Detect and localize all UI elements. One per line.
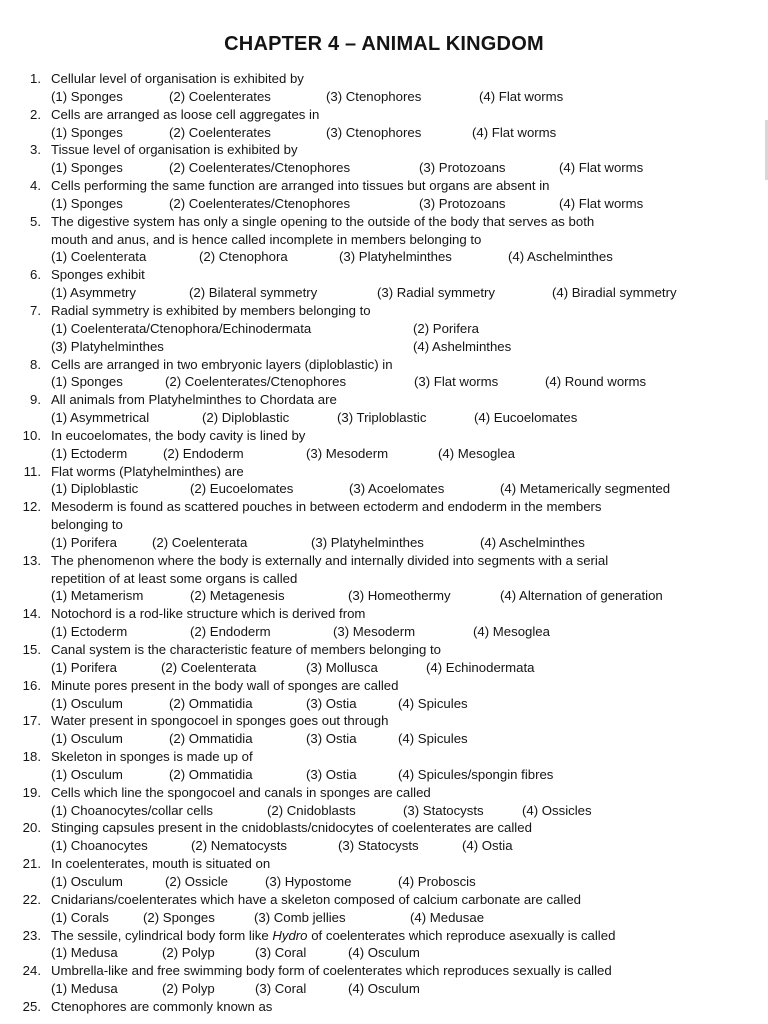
- question-list: [0, 70, 768, 1016]
- question-number: 3.: [30, 142, 41, 158]
- option-osculum: (4) Osculum: [348, 981, 420, 997]
- question-item: [0, 213, 768, 267]
- option-sponges: (2) Sponges: [143, 909, 215, 925]
- question-text: All animals from Platyhelminthes to Chordata are: [51, 392, 337, 408]
- option-porifera: (2) Porifera: [413, 320, 479, 336]
- question-item: [0, 70, 768, 106]
- option-ectoderm: (1) Ectoderm: [51, 624, 128, 640]
- options-row: [0, 730, 768, 748]
- option-coelenterates-ctenophores: (2) Coelenterates/Ctenophores: [165, 374, 347, 390]
- option-eucoelomates: (2) Eucoelomates: [190, 481, 294, 497]
- option-endoderm: (2) Endoderm: [190, 624, 271, 640]
- question-text: Skeleton in sponges is made up of: [51, 749, 253, 765]
- question-item: [0, 605, 768, 641]
- option-coelenterata: (2) Coelenterata: [152, 534, 248, 550]
- options-row: [0, 695, 768, 713]
- option-osculum: (1) Osculum: [51, 873, 123, 889]
- question-number: 2.: [30, 106, 41, 122]
- question-number: 12.: [22, 499, 41, 515]
- options-row: [0, 480, 768, 498]
- option-platyhelminthes: (3) Platyhelminthes: [51, 338, 164, 354]
- option-coelenterates: (2) Coelenterates: [169, 88, 271, 104]
- option-spicules-spongin-fibres: (4) Spicules/spongin fibres: [398, 766, 554, 782]
- question-text: In coelenterates, mouth is situated on: [51, 856, 271, 872]
- question-number: 10.: [22, 427, 41, 443]
- question-text: Water present in spongocoel in sponges goes out through: [51, 713, 389, 729]
- question-text: Tissue level of organisation is exhibited by: [51, 142, 298, 158]
- option-flat-worms: (4) Flat worms: [479, 88, 564, 104]
- option-choanocytes: (1) Choanocytes: [51, 838, 148, 854]
- option-porifera: (1) Porifera: [51, 659, 117, 675]
- question-text: The phenomenon where the body is externally and internally divided into segments with a serial: [51, 552, 609, 568]
- option-ostia: (3) Ostia: [306, 695, 357, 711]
- question-text: Stinging capsules present in the cnidoblasts/cnidocytes of coelenterates are called: [51, 820, 532, 836]
- option-mesoderm: (3) Mesoderm: [333, 624, 416, 640]
- question-number: 6.: [30, 267, 41, 283]
- option-ectoderm: (1) Ectoderm: [51, 445, 128, 461]
- options-row: [0, 587, 768, 605]
- options-row: [0, 873, 768, 891]
- option-spicules: (4) Spicules: [398, 731, 468, 747]
- options-row: [0, 802, 768, 820]
- question-number: 22.: [22, 891, 41, 907]
- option-osculum: (4) Osculum: [348, 945, 420, 961]
- question-text: Cells performing the same function are arranged into tissues but organs are absent in: [51, 178, 550, 194]
- option-asymmetrical: (1) Asymmetrical: [51, 410, 150, 426]
- option-ctenophores: (3) Ctenophores: [326, 88, 422, 104]
- option-choanocytes-collar-cells: (1) Choanocytes/collar cells: [51, 802, 213, 818]
- option-ommatidia: (2) Ommatidia: [169, 695, 253, 711]
- option-sponges: (1) Sponges: [51, 124, 123, 140]
- option-ashelminthes: (4) Ashelminthes: [413, 338, 512, 354]
- option-asymmetry: (1) Asymmetry: [51, 285, 136, 301]
- option-eucoelomates: (4) Eucoelomates: [474, 410, 578, 426]
- option-round-worms: (4) Round worms: [545, 374, 647, 390]
- option-coelenterata: (2) Coelenterata: [161, 659, 257, 675]
- question-item: [0, 677, 768, 713]
- option-cnidoblasts: (2) Cnidoblasts: [267, 802, 356, 818]
- option-medusa: (1) Medusa: [51, 981, 118, 997]
- question-item: [0, 552, 768, 606]
- option-statocysts: (3) Statocysts: [338, 838, 419, 854]
- option-sponges: (1) Sponges: [51, 160, 123, 176]
- option-mesoderm: (3) Mesoderm: [306, 445, 389, 461]
- option-proboscis: (4) Proboscis: [398, 873, 476, 889]
- option-platyhelminthes: (3) Platyhelminthes: [339, 249, 452, 265]
- question-item: [0, 427, 768, 463]
- question-text: Cells are arranged in two embryonic layers (diploblastic) in: [51, 356, 393, 372]
- option-osculum: (1) Osculum: [51, 766, 123, 782]
- option-radial-symmetry: (3) Radial symmetry: [377, 285, 495, 301]
- option-polyp: (2) Polyp: [162, 981, 215, 997]
- options-row: [0, 909, 768, 927]
- options-row: [0, 248, 768, 266]
- option-metagenesis: (2) Metagenesis: [190, 588, 285, 604]
- option-coral: (3) Coral: [255, 981, 307, 997]
- option-biradial-symmetry: (4) Biradial symmetry: [552, 285, 677, 301]
- option-hypostome: (3) Hypostome: [265, 873, 352, 889]
- option-medusae: (4) Medusae: [410, 909, 485, 925]
- question-number: 16.: [22, 677, 41, 693]
- option-comb-jellies: (3) Comb jellies: [254, 909, 346, 925]
- question-text: Radial symmetry is exhibited by members belonging to: [51, 302, 371, 318]
- question-text: repetition of at least some organs is called: [51, 570, 298, 586]
- question-text: Sponges exhibit: [51, 267, 145, 283]
- question-text: Canal system is the characteristic feature of members belonging to: [51, 642, 441, 657]
- option-osculum: (1) Osculum: [51, 731, 123, 747]
- option-spicules: (4) Spicules: [398, 695, 468, 711]
- question-text: Flat worms (Platyhelminthes) are: [51, 463, 244, 479]
- option-coelenterates-ctenophores: (2) Coelenterates/Ctenophores: [169, 160, 351, 176]
- option-medusa: (1) Medusa: [51, 945, 118, 961]
- option-coelenterates-ctenophores: (2) Coelenterates/Ctenophores: [169, 195, 351, 211]
- question-text: Notochord is a rod-like structure which is derived from: [51, 606, 366, 622]
- option-flat-worms: (4) Flat worms: [559, 195, 644, 211]
- question-number: 25.: [22, 998, 41, 1014]
- option-ctenophora: (2) Ctenophora: [199, 249, 288, 265]
- question-item: [0, 498, 768, 552]
- option-endoderm: (2) Endoderm: [163, 445, 244, 461]
- option-coral: (3) Coral: [255, 945, 307, 961]
- option-ostia: (3) Ostia: [306, 731, 357, 747]
- option-bilateral-symmetry: (2) Bilateral symmetry: [189, 285, 318, 301]
- option-ommatidia: (2) Ommatidia: [169, 766, 253, 782]
- option-ctenophores: (3) Ctenophores: [326, 124, 422, 140]
- options-row: [0, 409, 768, 427]
- question-item: [0, 391, 768, 427]
- option-coelenterates: (2) Coelenterates: [169, 124, 271, 140]
- question-item: [0, 641, 768, 677]
- option-flat-worms: (4) Flat worms: [472, 124, 557, 140]
- option-flat-worms: (3) Flat worms: [414, 374, 499, 390]
- options-row: [0, 88, 768, 106]
- options-row: [0, 623, 768, 641]
- option-ossicle: (2) Ossicle: [165, 873, 229, 889]
- question-text: Mesoderm is found as scattered pouches in between ectoderm and endoderm in the members: [51, 499, 602, 515]
- question-text: Cells which line the spongocoel and canals in sponges are called: [51, 784, 431, 800]
- options-row: [0, 766, 768, 784]
- question-number: 8.: [30, 356, 41, 372]
- question-text: The digestive system has only a single opening to the outside of the body that serves as both: [51, 213, 595, 229]
- options-row: [0, 195, 768, 213]
- option-osculum: (1) Osculum: [51, 695, 123, 711]
- options-row: [0, 944, 768, 962]
- question-number: 1.: [30, 71, 41, 86]
- question-item: [0, 819, 768, 855]
- options-row: [0, 124, 768, 142]
- question-text: Cnidarians/coelenterates which have a skeleton composed of calcium carbonate are called: [51, 891, 581, 907]
- question-number: 7.: [30, 302, 41, 318]
- options-row: [0, 320, 768, 338]
- question-item: [0, 463, 768, 499]
- question-item: [0, 356, 768, 392]
- question-text: The sessile, cylindrical body form like Hydro of coelenterates which reproduce asexually is called: [51, 927, 616, 943]
- question-item: [0, 927, 768, 963]
- option-alternation-of-generation: (4) Alternation of generation: [500, 588, 663, 604]
- question-number: 15.: [22, 642, 41, 657]
- question-number: 14.: [22, 606, 41, 622]
- question-item: [0, 748, 768, 784]
- option-metamerism: (1) Metamerism: [51, 588, 144, 604]
- question-text: Cells are arranged as loose cell aggregates in: [51, 106, 320, 122]
- option-platyhelminthes: (3) Platyhelminthes: [311, 534, 424, 550]
- option-homeothermy: (3) Homeothermy: [348, 588, 451, 604]
- question-item: [0, 712, 768, 748]
- option-coelenterata-ctenophora-echinodermata: (1) Coelenterata/Ctenophora/Echinodermata: [51, 320, 312, 336]
- options-row: [0, 338, 768, 356]
- option-ossicles: (4) Ossicles: [522, 802, 592, 818]
- options-row: [0, 837, 768, 855]
- question-item: [0, 998, 768, 1016]
- question-text: Cellular level of organisation is exhibited by: [51, 71, 304, 86]
- question-text: Minute pores present in the body wall of sponges are called: [51, 677, 399, 693]
- options-row: [0, 980, 768, 998]
- question-number: 11.: [23, 463, 41, 479]
- option-aschelminthes: (4) Aschelminthes: [508, 249, 613, 265]
- question-text: mouth and anus, and is hence called incomplete in members belonging to: [51, 231, 482, 247]
- options-row: [0, 284, 768, 302]
- option-echinodermata: (4) Echinodermata: [426, 659, 535, 675]
- options-row: [0, 445, 768, 463]
- question-number: 20.: [22, 820, 41, 836]
- question-text: belonging to: [51, 517, 123, 533]
- question-item: [0, 106, 768, 142]
- question-number: 4.: [30, 178, 41, 194]
- question-number: 19.: [22, 784, 41, 800]
- option-mesoglea: (4) Mesoglea: [473, 624, 550, 640]
- option-protozoans: (3) Protozoans: [419, 160, 506, 176]
- options-row: [0, 659, 768, 677]
- question-text: In eucoelomates, the body cavity is lined by: [51, 427, 306, 443]
- question-number: 5.: [30, 213, 41, 229]
- option-coelenterata: (1) Coelenterata: [51, 249, 147, 265]
- option-nematocysts: (2) Nematocysts: [191, 838, 287, 854]
- option-corals: (1) Corals: [51, 909, 109, 925]
- option-sponges: (1) Sponges: [51, 195, 123, 211]
- question-item: [0, 266, 768, 302]
- question-item: [0, 302, 768, 356]
- option-triploblastic: (3) Triploblastic: [337, 410, 427, 426]
- question-item: [0, 962, 768, 998]
- option-metamerically-segmented: (4) Metamerically segmented: [500, 481, 671, 497]
- question-number: 23.: [22, 927, 41, 943]
- option-acoelomates: (3) Acoelomates: [349, 481, 445, 497]
- option-statocysts: (3) Statocysts: [403, 802, 484, 818]
- option-mesoglea: (4) Mesoglea: [438, 445, 515, 461]
- option-mollusca: (3) Mollusca: [306, 659, 378, 675]
- options-row: [0, 373, 768, 391]
- question-item: [0, 855, 768, 891]
- question-number: 21.: [22, 856, 41, 872]
- option-sponges: (1) Sponges: [51, 374, 123, 390]
- option-ommatidia: (2) Ommatidia: [169, 731, 253, 747]
- question-number: 9.: [30, 392, 41, 408]
- question-number: 17.: [22, 713, 41, 729]
- question-item: [0, 784, 768, 820]
- options-row: [0, 159, 768, 177]
- question-item: [0, 177, 768, 213]
- option-ostia: (4) Ostia: [462, 838, 513, 854]
- option-diploblastic: (2) Diploblastic: [202, 410, 290, 426]
- option-sponges: (1) Sponges: [51, 88, 123, 104]
- chapter-title: CHAPTER 4 – ANIMAL KINGDOM: [224, 33, 544, 55]
- option-diploblastic: (1) Diploblastic: [51, 481, 139, 497]
- question-item: [0, 141, 768, 177]
- question-text: Umbrella-like and free swimming body form of coelenterates which reproduces sexually is called: [51, 963, 612, 979]
- option-porifera: (1) Porifera: [51, 534, 117, 550]
- question-number: 18.: [22, 749, 41, 765]
- option-polyp: (2) Polyp: [162, 945, 215, 961]
- option-ostia: (3) Ostia: [306, 766, 357, 782]
- option-aschelminthes: (4) Aschelminthes: [480, 534, 585, 550]
- question-text: Ctenophores are commonly known as: [51, 998, 273, 1014]
- option-flat-worms: (4) Flat worms: [559, 160, 644, 176]
- option-protozoans: (3) Protozoans: [419, 195, 506, 211]
- question-number: 24.: [22, 963, 41, 979]
- options-row: [0, 534, 768, 552]
- question-number: 13.: [22, 552, 41, 568]
- question-item: [0, 891, 768, 927]
